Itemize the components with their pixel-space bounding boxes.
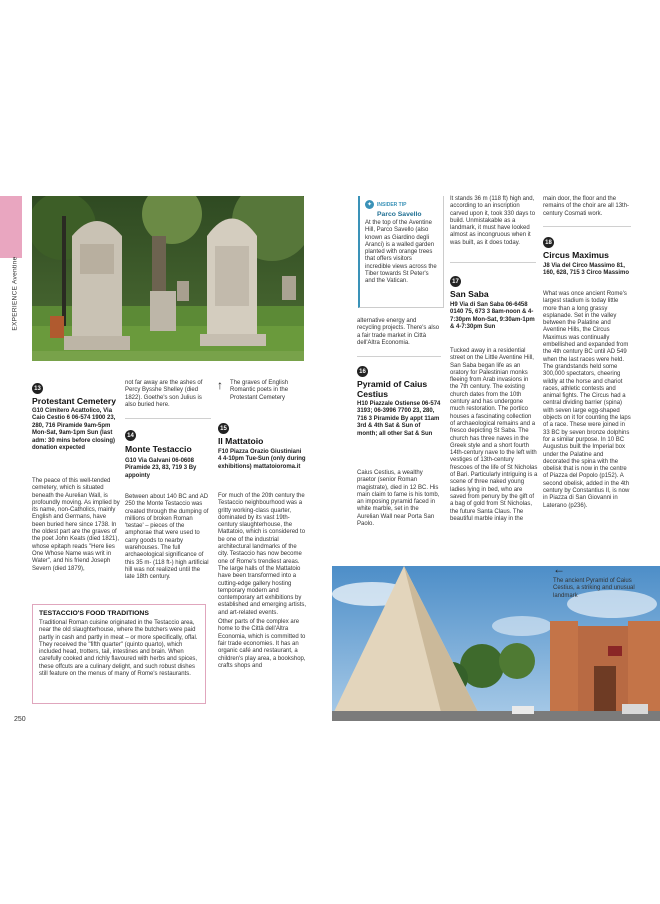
insider-tip-title: Parco Savello	[377, 211, 422, 218]
sight-number-badge: 18	[543, 237, 554, 248]
lightbulb-icon: ✦	[366, 202, 373, 208]
feature-box-body: Traditional Roman cuisine originated in the Testaccio area, near the old slaughterhouse, where the butchers were paid partly in cash and partly in meat – or more specifically, offal. They received the "fifth quarter" (quinto quarto), which included head, trotters, tail, intestines and brain. When carefully cooked and richly flavoured with herbs and spices, these offcuts are a culinary delight, and such robust dishes still feature on the menus of many of Rome's restaurants.	[39, 620, 198, 678]
photo-caption: The ancient Pyramid of Caius Cestius, a striking and unusual landmark	[553, 578, 635, 599]
insider-tip-body: At the top of the Aventine Hill, Parco Savello (also known as Giardino degli Aranci) is a walled garden planted with orange trees that offers visitors incredible views across the Tiber towards St Peter's and the Vatican.	[365, 220, 437, 285]
sight-number-badge: 13	[32, 383, 43, 394]
sight-body-continued: alternative energy and recycling projects. There's also a fair trade market in Città dell'Altra Economia.	[357, 318, 440, 346]
sight-body: Caius Cestius, a wealthy praetor (senior Roman magistrate), died in 12 BC. His main claim to fame is his tomb, an imposing pyramid faced in white marble, set in the Aurelian Wall near Porta San Paolo.	[357, 470, 440, 528]
divider	[125, 418, 211, 419]
sight-body-paragraph: For much of the 20th century the Testaccio neighbourhood was a gritty working-class quarter, dominated by its vast 19th-century slaughterhouse, the Mattatoio, which is considered to be one of the industrial architectural landmarks of the city. Testaccio has now become one of Rome's trendiest areas. The large halls of the Mattatoio have been transformed into a cutting-edge gallery hosting temporary modern and contemporary art exhibitions by established and emerging artists, and art-related events.	[218, 493, 307, 616]
sight-title: San Saba	[450, 289, 489, 299]
sight-title: Il Mattatoio	[218, 436, 264, 446]
feature-box-title: TESTACCIO'S FOOD TRADITIONS	[39, 610, 149, 617]
sight-title: Protestant Cemetery	[32, 396, 117, 406]
side-tab-label: EXPERIENCE Aventine	[11, 256, 19, 331]
sight-body-continued: main door, the floor and the remains of the choir are all 13th-century Cosmati work.	[543, 196, 630, 217]
sight-info: H9 Via di San Saba 06-6458 0140 75, 673 3 8am-noon & 4-7:30pm Mon-Sat, 9:30am-1pm & 4-7:30pm Sun	[450, 302, 535, 331]
sight-info: H10 Piazzale Ostiense 06-574 3193; 06-3996 7700 23, 280, 716 3 Piramide By appt 11am 3rd & 4th Sat & Sun of month; all other Sat & Sun	[357, 401, 441, 437]
sight-title: Circus Maximus	[543, 250, 609, 260]
feature-box	[32, 604, 206, 704]
insider-tip-box	[358, 196, 444, 308]
sight-title: Pyramid of Caius Cestius	[357, 379, 428, 399]
sight-body: What was once ancient Rome's largest stadium is today little more than a long grassy esplanade. Set in the valley between the Palatine and Aventine Hills, the Circus Maximus was continually embellished and expanded from the 4th century BC until AD 549 when the last races were held. The grandstands held some 300,000 spectators, cheering wildly at the horse and chariot races, athletic contests and animal fights. The Circus had a central dividing barrier (spina) with seven large egg-shaped objects on it for counting the laps of a race. These were joined in 33 BC by seven bronze dolphins for a similar purpose. In 10 BC Augustus built the Imperial box under the Palatine and decorated the spina with the obelisk that is now in the centre of Piazza del Popolo (p152). A second obelisk, added in the 4th century by Constantius II, is now in Piazza di San Giovanni in Laterano (p236).	[543, 291, 631, 509]
sight-info: J8 Via del Circo Massimo 81, 160, 628, 715 3 Circo Massimo	[543, 263, 630, 277]
sight-number-badge: 16	[357, 366, 368, 377]
arrow-up-icon: ↑	[217, 378, 223, 392]
photo-caption: The graves of English Romantic poets in the Protestant Cemetery	[230, 380, 289, 401]
sight-number-badge: 17	[450, 276, 461, 287]
sight-body-paragraph: Other parts of the complex are home to the Città dell'Altra Economia, which is committed to fair trade economies. It has an organic café and restaurant, a children's play area, a bookshop, crafts shops and	[218, 619, 306, 669]
sight-number-badge: 14	[125, 430, 136, 441]
divider	[450, 262, 536, 263]
sight-body: The peace of this well-tended cemetery, which is situated beneath the Aurelian Wall, is profoundly moving. As implied by its name, non-Catholics, mainly English and Germans, have been buried here since 1738. In the oldest part are the graves of the poet John Keats (died 1821), whose epitaph reads "Here lies One Whose Name was writ in Water", and his friend Joseph Severn (died 1879),	[32, 478, 120, 572]
sight-info: F10 Piazza Orazio Giustiniani 4 4-10pm Tue-Sun (only during exhibitions) mattatoioroma.it	[218, 449, 306, 470]
sight-body-continued: not far away are the ashes of Percy Bysshe Shelley (died 1822). Goethe's son Julius is also buried here.	[125, 380, 203, 408]
cemetery-photo	[32, 196, 304, 361]
sight-body	[218, 493, 308, 672]
sight-body: Between about 140 BC and AD 250 the Monte Testaccio was created through the dumping of millions of broken Roman 'testae' – pieces of the amphorae that were used to carry goods to nearby warehouses. The full archaeological significance of this 35 m- (118 ft-) high artificial hill was not realized until the late 18th century.	[125, 494, 209, 581]
divider	[543, 226, 631, 227]
sight-title: Monte Testaccio	[125, 444, 192, 454]
page-number: 250	[14, 716, 26, 723]
sight-info: G10 Via Galvani 06-0608 Piramide 23, 83, 719 3 By appointy	[125, 458, 197, 479]
sight-body-continued: It stands 36 m (118 ft) high and, according to an inscription carved upon it, took 330 days to build. Unmistakable as a landmark, it must have looked almost as incongruous when it was built, as it does today.	[450, 196, 536, 246]
arrow-left-icon: ←	[553, 562, 565, 576]
sight-number-badge: 15	[218, 423, 229, 434]
sight-info: G10 Cimitero Acattolico, Via Caio Cestio 6 06-574 1900 23, 280, 716 Piramide 9am-5pm Mon-Sat, 9am-1pm Sun (last adm: 30 mins before closing) donation expected	[32, 408, 116, 452]
divider	[357, 356, 441, 357]
sight-body: Tucked away in a residential street on the Little Aventine Hill, San Saba began life as an oratory for Palestinian monks fleeing from Arab invasions in the 7th century. The existing church dates from the 10th century and has undergone much restoration. The portico houses a fascinating collection of archaeological remains and a fresco depicting St Saba. The church has three naves in the Greek style and a short fourth 14th-century nave to the left with vestiges of 13th-century frescoes of the life of St Nicholas of Bari. Particularly intriguing is a scene of three naked young ladies lying in bed, who are saved from penury by the gift of a bag of gold from St Nicholas, the future Santa Claus. The beautiful marble inlay in the	[450, 348, 538, 522]
insider-tip-label: INSIDER TIP	[377, 201, 407, 208]
